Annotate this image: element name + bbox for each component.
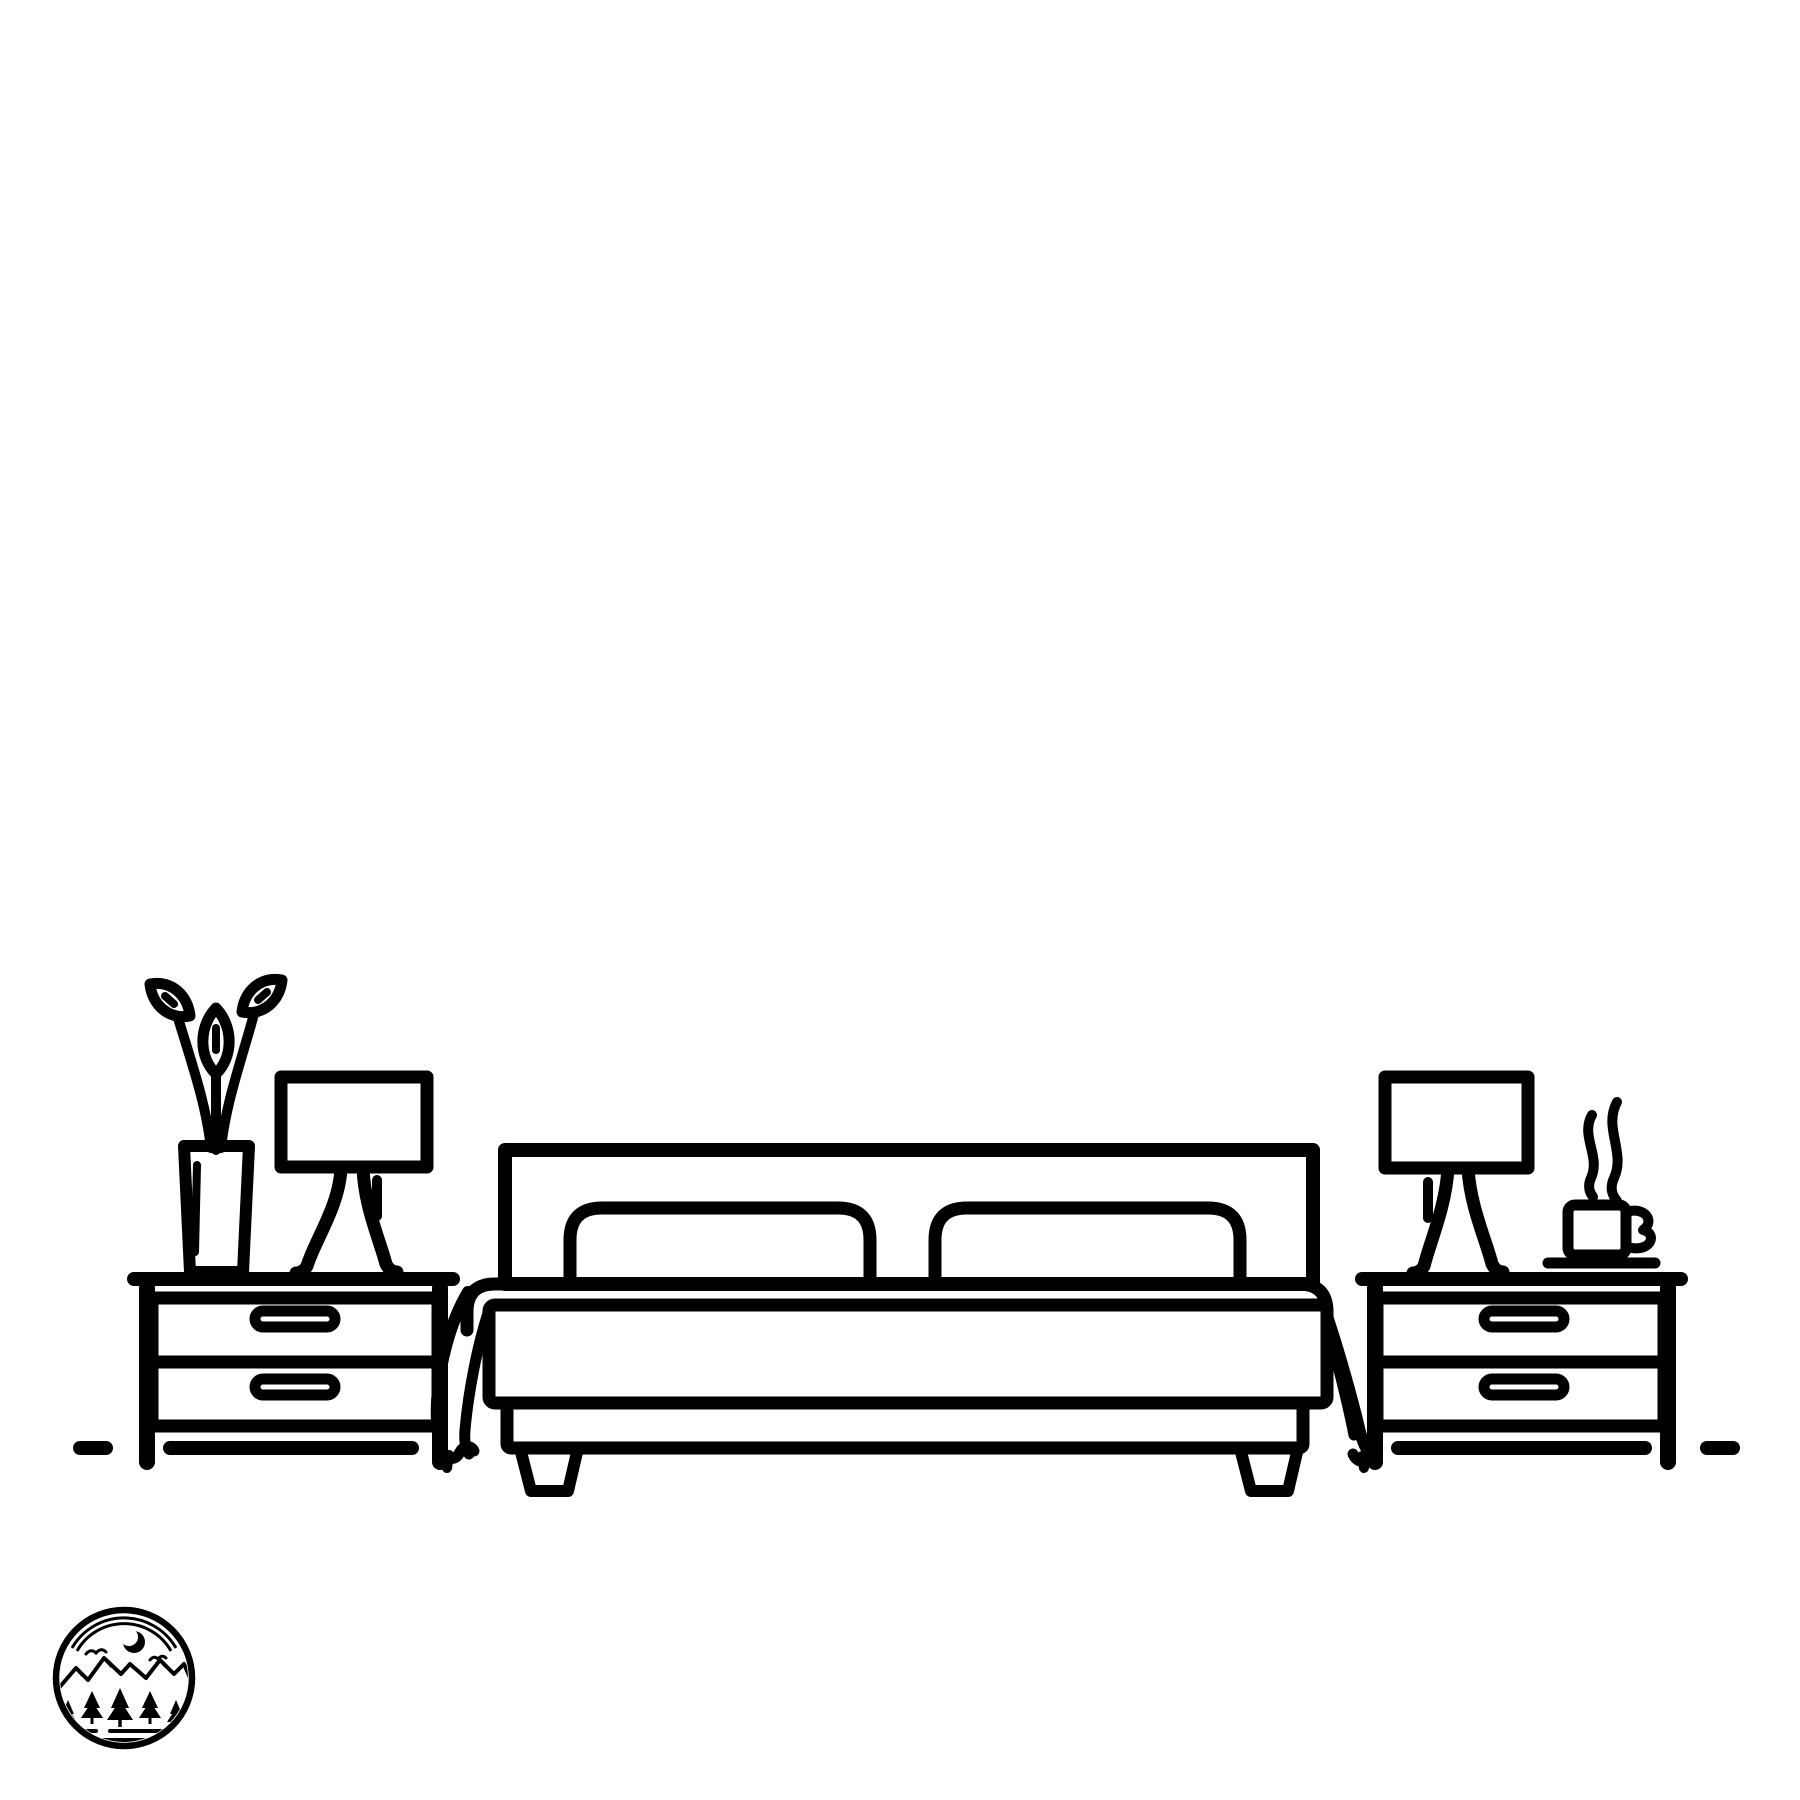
bed [437, 1150, 1373, 1491]
moon-crescent-cutout [120, 1628, 138, 1646]
drawer-handle [255, 1379, 335, 1395]
bed-base [507, 1403, 1303, 1448]
nightstand-left [134, 1279, 453, 1462]
pillow-right [935, 1208, 1240, 1284]
drawer-handle [1484, 1311, 1564, 1327]
table-lamp-left [281, 1077, 427, 1273]
bedroom-illustration [0, 960, 1800, 1500]
blanket-drape-right [1327, 1316, 1373, 1468]
bed-body [489, 1305, 1327, 1403]
steam-icon [1612, 1102, 1618, 1201]
pillow-left [570, 1208, 870, 1284]
drawer-handle [1484, 1379, 1564, 1395]
steam-icon [1588, 1115, 1594, 1197]
table-lamp-right [1385, 1077, 1528, 1273]
mug-body [1568, 1205, 1626, 1255]
vase-plant [150, 979, 282, 1272]
nightstand-right [1362, 1279, 1681, 1462]
drawer-handle [255, 1311, 335, 1327]
coffee-mug [1548, 1102, 1655, 1263]
lamp-shade [1385, 1077, 1528, 1168]
lamp-shade [281, 1077, 427, 1167]
brand-logo [24, 1558, 224, 1794]
bed-headboard [505, 1150, 1313, 1284]
